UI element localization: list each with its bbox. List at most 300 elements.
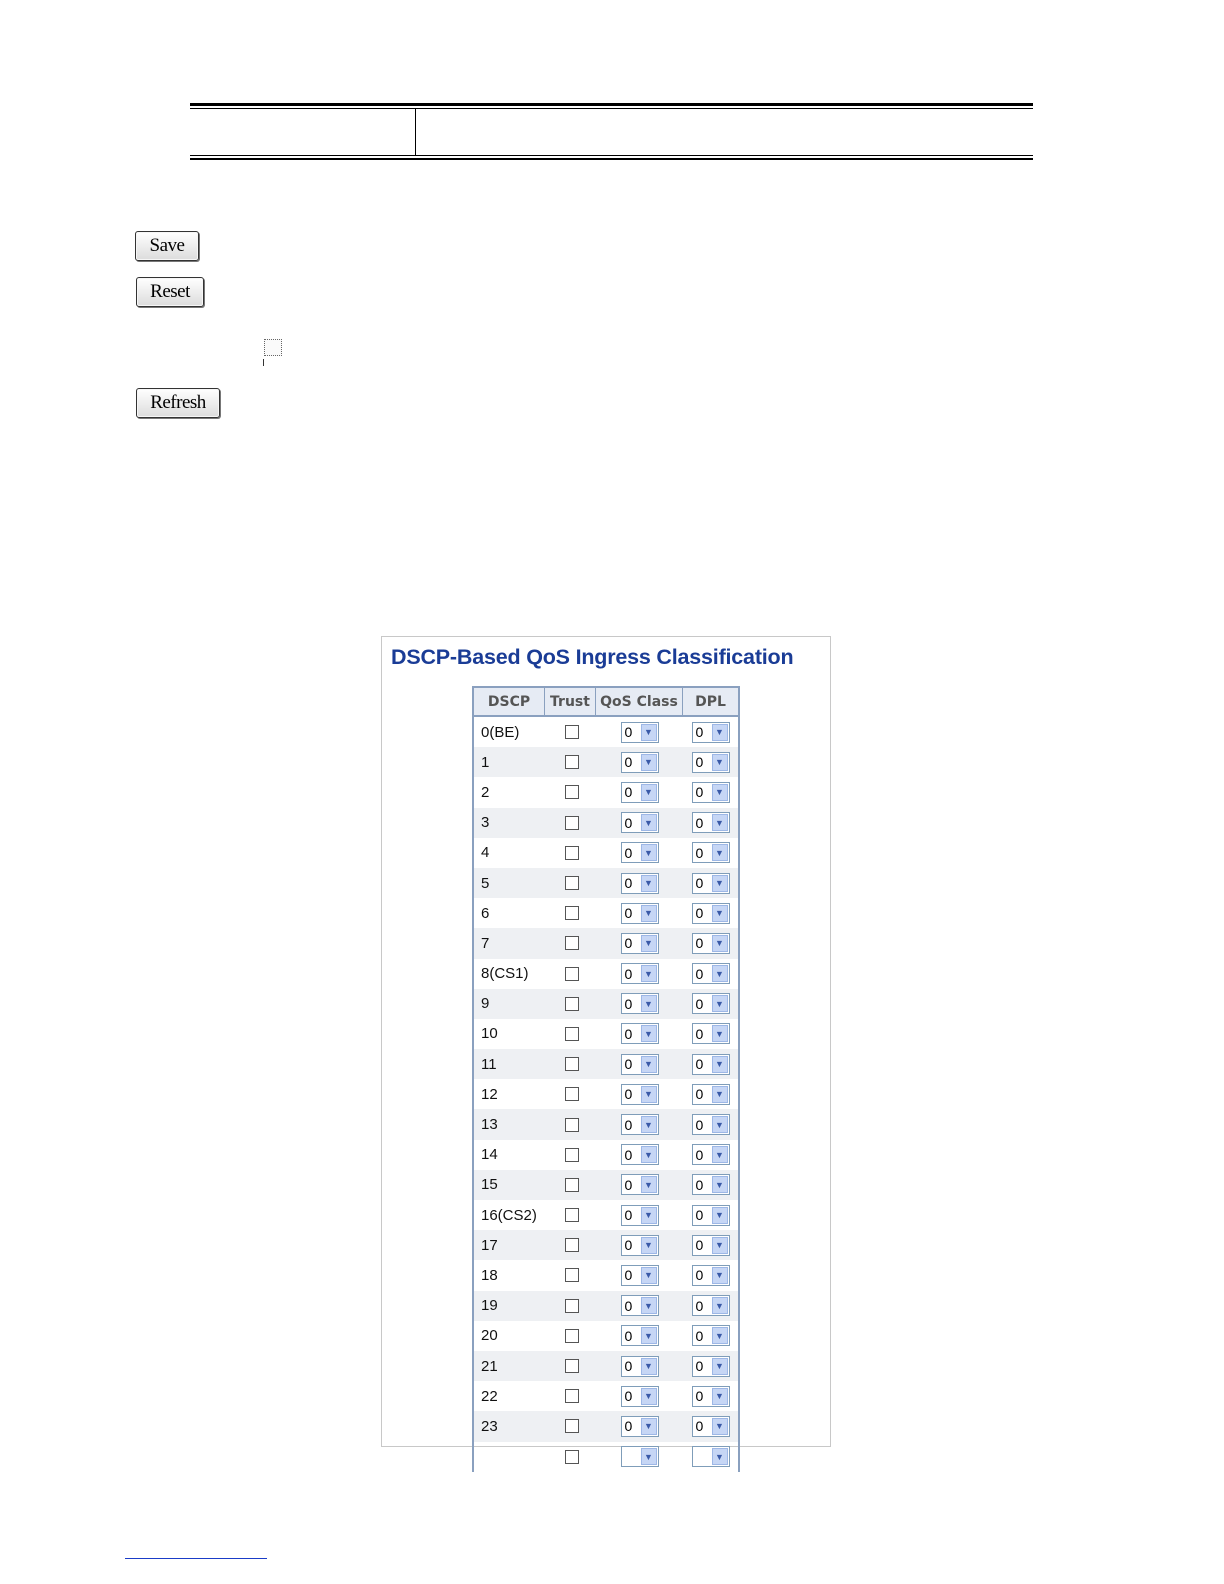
trust-checkbox[interactable]	[565, 1057, 579, 1071]
qos-class-cell	[596, 782, 683, 803]
table-body	[474, 717, 738, 1472]
qos-class-cell	[596, 1084, 683, 1105]
chevron-down-icon[interactable]: ▼	[712, 1297, 728, 1314]
trust-checkbox[interactable]	[565, 967, 579, 981]
qos-class-cell	[596, 993, 683, 1014]
trust-cell	[545, 1057, 596, 1071]
dpl-cell	[683, 1205, 738, 1226]
select-value: 0	[695, 1086, 704, 1103]
chevron-down-icon[interactable]: ▼	[641, 1025, 657, 1042]
header-dscp: DSCP	[474, 688, 545, 715]
qos-class-select[interactable]	[621, 1325, 659, 1346]
chevron-down-icon[interactable]: ▼	[641, 784, 657, 801]
dpl-cell	[683, 842, 738, 863]
select-value: 0	[624, 1146, 633, 1163]
chevron-down-icon[interactable]: ▼	[712, 1267, 728, 1284]
table-row	[474, 1170, 738, 1200]
table-top-rule-thin	[190, 108, 1033, 109]
qos-class-cell	[596, 842, 683, 863]
dpl-select[interactable]	[692, 1416, 730, 1437]
dpl-cell	[683, 782, 738, 803]
dscp-value: 2	[481, 783, 490, 801]
qos-class-select[interactable]	[621, 1144, 659, 1165]
dscp-classification-screenshot	[381, 636, 831, 1462]
table-row	[474, 1260, 738, 1290]
table-row	[474, 1230, 738, 1260]
dpl-cell	[683, 1356, 738, 1377]
select-value: 0	[695, 1297, 704, 1314]
dpl-select[interactable]	[692, 1325, 730, 1346]
trust-cell	[545, 846, 596, 860]
dpl-cell	[683, 1174, 738, 1195]
qos-class-select[interactable]	[621, 963, 659, 984]
table-row	[474, 1411, 738, 1441]
dscp-value: 4	[481, 844, 490, 862]
trust-checkbox[interactable]	[565, 1027, 579, 1041]
qos-class-cell	[596, 722, 683, 743]
dscp-value: 18	[481, 1266, 498, 1284]
chevron-down-icon[interactable]: ▼	[641, 1056, 657, 1073]
chevron-down-icon[interactable]: ▼	[712, 844, 728, 861]
chevron-down-icon[interactable]: ▼	[641, 1207, 657, 1224]
qos-class-cell	[596, 963, 683, 984]
qos-class-select[interactable]	[621, 842, 659, 863]
chevron-down-icon[interactable]: ▼	[712, 1176, 728, 1193]
trust-checkbox[interactable]	[565, 1299, 579, 1313]
panel-title: DSCP-Based QoS Ingress Classification	[391, 645, 794, 669]
dpl-cell	[683, 1084, 738, 1105]
chevron-down-icon[interactable]: ▼	[712, 995, 728, 1012]
dscp-value: 22	[481, 1387, 498, 1405]
chevron-down-icon[interactable]: ▼	[712, 1056, 728, 1073]
footer-rule	[125, 1558, 267, 1559]
select-value: 0	[624, 1207, 633, 1224]
cursor-mark	[263, 359, 264, 366]
select-value: 0	[695, 1116, 704, 1133]
chevron-down-icon[interactable]: ▼	[641, 1327, 657, 1344]
select-value: 0	[624, 1237, 633, 1254]
qos-class-select[interactable]	[621, 812, 659, 833]
qos-class-cell	[596, 1295, 683, 1316]
dpl-select[interactable]	[692, 1386, 730, 1407]
select-value: 0	[695, 1207, 704, 1224]
qos-class-cell	[596, 873, 683, 894]
qos-class-select[interactable]	[621, 1235, 659, 1256]
dpl-select[interactable]	[692, 1356, 730, 1377]
trust-checkbox[interactable]	[565, 1359, 579, 1373]
dpl-select[interactable]	[692, 933, 730, 954]
chevron-down-icon[interactable]: ▼	[641, 935, 657, 952]
trust-checkbox[interactable]	[565, 1148, 579, 1162]
dpl-select[interactable]	[692, 722, 730, 743]
qos-class-select[interactable]	[621, 1356, 659, 1377]
trust-checkbox[interactable]	[565, 725, 579, 739]
trust-checkbox[interactable]	[565, 1389, 579, 1403]
trust-cell	[545, 1208, 596, 1222]
chevron-down-icon[interactable]: ▼	[712, 905, 728, 922]
dscp-value: 10	[481, 1025, 498, 1043]
chevron-down-icon[interactable]: ▼	[712, 754, 728, 771]
table-row	[474, 1321, 738, 1351]
table-row	[474, 1291, 738, 1321]
qos-class-cell	[596, 1205, 683, 1226]
select-value: 0	[695, 1418, 704, 1435]
chevron-down-icon[interactable]: ▼	[641, 1388, 657, 1405]
dscp-value: 23	[481, 1417, 498, 1435]
select-value: 0	[624, 965, 633, 982]
dpl-select[interactable]	[692, 993, 730, 1014]
select-value: 0	[624, 1116, 633, 1133]
trust-checkbox[interactable]	[565, 816, 579, 830]
trust-checkbox[interactable]	[565, 876, 579, 890]
qos-class-select[interactable]	[621, 1054, 659, 1075]
qos-class-cell	[596, 1235, 683, 1256]
select-value: 0	[624, 754, 633, 771]
dpl-cell	[683, 1416, 738, 1437]
dpl-select[interactable]	[692, 1265, 730, 1286]
dpl-select[interactable]	[692, 812, 730, 833]
chevron-down-icon[interactable]: ▼	[712, 875, 728, 892]
select-value: 0	[695, 1388, 704, 1405]
dpl-select[interactable]	[692, 782, 730, 803]
table-row	[474, 1079, 738, 1109]
select-value: 0	[624, 1086, 633, 1103]
dpl-select[interactable]	[692, 1235, 730, 1256]
qos-class-cell	[596, 1446, 683, 1467]
dpl-cell	[683, 1265, 738, 1286]
chevron-down-icon[interactable]: ▼	[712, 784, 728, 801]
table-header	[474, 688, 738, 717]
dscp-value: 20	[481, 1327, 498, 1345]
qos-class-cell	[596, 903, 683, 924]
table-row	[474, 777, 738, 807]
qos-class-select[interactable]	[621, 1114, 659, 1135]
qos-class-select[interactable]	[621, 722, 659, 743]
header-trust: Trust	[545, 688, 596, 715]
dpl-cell	[683, 1023, 738, 1044]
table-row	[474, 898, 738, 928]
reset-button[interactable]: Reset	[136, 277, 204, 307]
table-bottom-rule	[190, 158, 1033, 160]
chevron-down-icon[interactable]: ▼	[641, 1297, 657, 1314]
dscp-value: 9	[481, 995, 490, 1013]
qos-class-cell	[596, 933, 683, 954]
dpl-select[interactable]	[692, 903, 730, 924]
chevron-down-icon[interactable]: ▼	[641, 1418, 657, 1435]
chevron-down-icon[interactable]: ▼	[641, 1176, 657, 1193]
chevron-down-icon[interactable]: ▼	[712, 1025, 728, 1042]
chevron-down-icon[interactable]: ▼	[641, 995, 657, 1012]
qos-class-select[interactable]	[621, 1386, 659, 1407]
select-value: 0	[695, 905, 704, 922]
trust-checkbox[interactable]	[565, 1087, 579, 1101]
select-value: 0	[624, 844, 633, 861]
trust-cell	[545, 1268, 596, 1282]
trust-checkbox[interactable]	[565, 906, 579, 920]
select-value: 0	[695, 995, 704, 1012]
trust-cell	[545, 1329, 596, 1343]
chevron-down-icon[interactable]: ▼	[641, 965, 657, 982]
qos-class-cell	[596, 1144, 683, 1165]
table-top-rule	[190, 103, 1033, 106]
dscp-value: 1	[481, 753, 490, 771]
select-value: 0	[624, 875, 633, 892]
select-value: 0	[624, 1388, 633, 1405]
qos-class-select[interactable]	[621, 933, 659, 954]
qos-class-select[interactable]	[621, 1174, 659, 1195]
select-value: 0	[624, 1176, 633, 1193]
dscp-value: 12	[481, 1085, 498, 1103]
dpl-select[interactable]	[692, 1205, 730, 1226]
qos-class-select[interactable]	[621, 1295, 659, 1316]
save-button[interactable]: Save	[135, 231, 199, 261]
table-row	[474, 868, 738, 898]
dpl-cell	[683, 1295, 738, 1316]
table-row	[474, 1381, 738, 1411]
chevron-down-icon[interactable]: ▼	[712, 1207, 728, 1224]
chevron-down-icon[interactable]: ▼	[641, 1237, 657, 1254]
chevron-down-icon[interactable]: ▼	[641, 1086, 657, 1103]
table-row	[474, 959, 738, 989]
qos-class-cell	[596, 1054, 683, 1075]
header-dpl: DPL	[695, 693, 726, 710]
trust-cell	[545, 967, 596, 981]
chevron-down-icon[interactable]: ▼	[712, 935, 728, 952]
dscp-value: 16(CS2)	[481, 1206, 537, 1224]
table-column-divider	[415, 109, 416, 156]
table-row	[474, 1019, 738, 1049]
qos-class-select[interactable]	[621, 873, 659, 894]
chevron-down-icon[interactable]: ▼	[641, 1146, 657, 1163]
qos-class-select[interactable]	[621, 1084, 659, 1105]
qos-class-select[interactable]	[621, 1416, 659, 1437]
qos-class-cell	[596, 1265, 683, 1286]
dscp-value: 11	[481, 1055, 497, 1073]
table-row	[474, 808, 738, 838]
chevron-down-icon[interactable]: ▼	[712, 1116, 728, 1133]
select-value: 0	[624, 814, 633, 831]
trust-checkbox[interactable]	[565, 1268, 579, 1282]
header-qos-class: QoS Class	[596, 688, 683, 715]
select-value: 0	[624, 1327, 633, 1344]
dpl-select[interactable]	[692, 1114, 730, 1135]
dscp-table	[472, 686, 740, 1472]
dpl-select[interactable]	[692, 752, 730, 773]
trust-cell	[545, 997, 596, 1011]
qos-class-cell	[596, 1356, 683, 1377]
dpl-cell	[683, 933, 738, 954]
select-value: 0	[624, 1056, 633, 1073]
dpl-cell	[683, 903, 738, 924]
dscp-value: 0(BE)	[481, 723, 520, 741]
trust-checkbox[interactable]	[565, 1419, 579, 1433]
table-row	[474, 1049, 738, 1079]
trust-cell	[545, 1148, 596, 1162]
table-row	[474, 1140, 738, 1170]
table-row	[474, 1351, 738, 1381]
dpl-select[interactable]	[692, 1144, 730, 1165]
table-row	[474, 989, 738, 1019]
dpl-cell	[683, 722, 738, 743]
qos-class-select[interactable]	[621, 782, 659, 803]
chevron-down-icon[interactable]: ▼	[641, 844, 657, 861]
dpl-cell	[683, 1054, 738, 1075]
chevron-down-icon[interactable]: ▼	[712, 1388, 728, 1405]
select-value: 0	[624, 1025, 633, 1042]
chevron-down-icon[interactable]: ▼	[712, 724, 728, 741]
trust-checkbox[interactable]	[565, 1178, 579, 1192]
select-value: 0	[695, 844, 704, 861]
trust-cell	[545, 936, 596, 950]
dpl-select[interactable]	[692, 873, 730, 894]
select-value: 0	[695, 1025, 704, 1042]
trust-cell	[545, 1087, 596, 1101]
dpl-cell	[683, 1235, 738, 1256]
dpl-cell	[683, 1325, 738, 1346]
dpl-select[interactable]	[692, 1054, 730, 1075]
chevron-down-icon[interactable]: ▼	[712, 1448, 728, 1465]
dscp-value: 17	[481, 1236, 498, 1254]
qos-class-select[interactable]	[621, 1446, 659, 1467]
select-value: 0	[624, 1358, 633, 1375]
qos-class-select[interactable]	[621, 1205, 659, 1226]
dscp-value: 5	[481, 874, 490, 892]
select-value: 0	[624, 905, 633, 922]
trust-cell	[545, 1359, 596, 1373]
dpl-cell	[683, 1446, 738, 1467]
select-value: 0	[695, 875, 704, 892]
select-value: 0	[695, 724, 704, 741]
trust-cell	[545, 1178, 596, 1192]
select-value: 0	[695, 965, 704, 982]
dscp-value: 15	[481, 1176, 498, 1194]
trust-checkbox[interactable]	[565, 997, 579, 1011]
trust-cell	[545, 1450, 596, 1464]
table-row	[474, 717, 738, 747]
select-value: 0	[624, 995, 633, 1012]
qos-class-select[interactable]	[621, 752, 659, 773]
auto-refresh-checkbox[interactable]	[264, 339, 282, 356]
chevron-down-icon[interactable]: ▼	[712, 1086, 728, 1103]
trust-checkbox[interactable]	[565, 936, 579, 950]
chevron-down-icon[interactable]: ▼	[641, 1448, 657, 1465]
dscp-value: 3	[481, 814, 490, 832]
dscp-value: 6	[481, 904, 490, 922]
select-value: 0	[624, 724, 633, 741]
dscp-value: 13	[481, 1116, 498, 1134]
chevron-down-icon[interactable]: ▼	[641, 1267, 657, 1284]
table-row	[474, 1200, 738, 1230]
dpl-cell	[683, 993, 738, 1014]
select-value: 0	[624, 1297, 633, 1314]
trust-cell	[545, 755, 596, 769]
table-row	[474, 838, 738, 868]
chevron-down-icon[interactable]: ▼	[712, 1327, 728, 1344]
qos-class-cell	[596, 1386, 683, 1407]
qos-class-cell	[596, 1174, 683, 1195]
select-value: 0	[624, 1418, 633, 1435]
parameter-table	[190, 103, 1033, 159]
trust-cell	[545, 1419, 596, 1433]
chevron-down-icon[interactable]: ▼	[641, 905, 657, 922]
dscp-value: 19	[481, 1297, 498, 1315]
chevron-down-icon[interactable]: ▼	[712, 1418, 728, 1435]
dpl-select[interactable]	[692, 1446, 730, 1467]
select-value: 0	[695, 935, 704, 952]
qos-class-select[interactable]	[621, 1023, 659, 1044]
chevron-down-icon[interactable]: ▼	[641, 875, 657, 892]
trust-checkbox[interactable]	[565, 755, 579, 769]
dpl-select[interactable]	[692, 963, 730, 984]
trust-checkbox[interactable]	[565, 1450, 579, 1464]
select-value: 0	[624, 784, 633, 801]
chevron-down-icon[interactable]: ▼	[641, 814, 657, 831]
qos-class-cell	[596, 1023, 683, 1044]
trust-cell	[545, 1299, 596, 1313]
qos-class-cell	[596, 752, 683, 773]
chevron-down-icon[interactable]: ▼	[641, 724, 657, 741]
dpl-select[interactable]	[692, 1084, 730, 1105]
chevron-down-icon[interactable]: ▼	[641, 754, 657, 771]
dpl-cell	[683, 1144, 738, 1165]
qos-class-select[interactable]	[621, 993, 659, 1014]
trust-cell	[545, 725, 596, 739]
refresh-button[interactable]: Refresh	[136, 388, 220, 418]
qos-class-cell	[596, 1114, 683, 1135]
dpl-select[interactable]	[692, 842, 730, 863]
chevron-down-icon[interactable]: ▼	[712, 814, 728, 831]
select-value: 0	[695, 1237, 704, 1254]
chevron-down-icon[interactable]: ▼	[641, 1116, 657, 1133]
table-row	[474, 928, 738, 958]
trust-cell	[545, 1238, 596, 1252]
dpl-select[interactable]	[692, 1295, 730, 1316]
select-value: 0	[624, 1267, 633, 1284]
chevron-down-icon[interactable]: ▼	[712, 965, 728, 982]
dpl-cell	[683, 1114, 738, 1135]
trust-checkbox[interactable]	[565, 1329, 579, 1343]
dscp-value: 14	[481, 1146, 498, 1164]
chevron-down-icon[interactable]: ▼	[712, 1237, 728, 1254]
trust-cell	[545, 785, 596, 799]
trust-checkbox[interactable]	[565, 846, 579, 860]
trust-cell	[545, 816, 596, 830]
trust-checkbox[interactable]	[565, 785, 579, 799]
dpl-select[interactable]	[692, 1174, 730, 1195]
chevron-down-icon[interactable]: ▼	[712, 1358, 728, 1375]
trust-cell	[545, 1027, 596, 1041]
dpl-cell	[683, 963, 738, 984]
select-value: 0	[695, 1358, 704, 1375]
qos-class-select[interactable]	[621, 903, 659, 924]
qos-class-select[interactable]	[621, 1265, 659, 1286]
qos-class-cell	[596, 1325, 683, 1346]
select-value: 0	[695, 814, 704, 831]
chevron-down-icon[interactable]: ▼	[712, 1146, 728, 1163]
trust-cell	[545, 876, 596, 890]
trust-checkbox[interactable]	[565, 1118, 579, 1132]
trust-cell	[545, 1389, 596, 1403]
select-value: 0	[624, 935, 633, 952]
dpl-cell	[683, 812, 738, 833]
dpl-cell	[683, 873, 738, 894]
trust-checkbox[interactable]	[565, 1238, 579, 1252]
dpl-select[interactable]	[692, 1023, 730, 1044]
select-value: 0	[695, 784, 704, 801]
qos-class-cell	[596, 1416, 683, 1437]
trust-checkbox[interactable]	[565, 1208, 579, 1222]
chevron-down-icon[interactable]: ▼	[641, 1358, 657, 1375]
